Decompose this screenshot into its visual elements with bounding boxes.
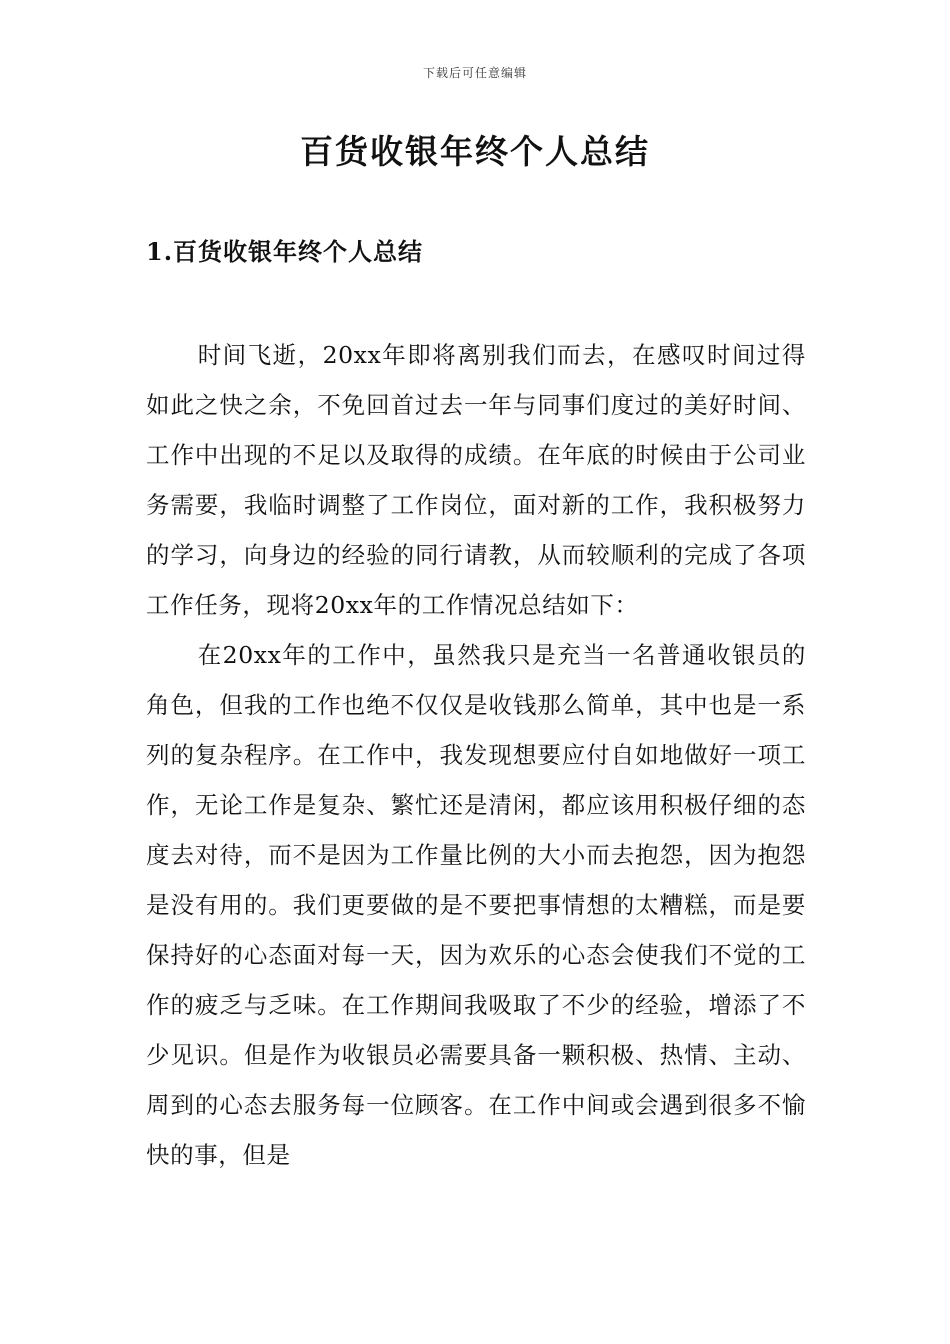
header-note: 下载后可任意编辑 xyxy=(422,66,527,80)
paragraph: 时间飞逝，20xx年即将离别我们而去，在感叹时间过得如此之快之余，不免回首过去一年与同事们度过的美好时间、工作中出现的不足以及取得的成绩。在年底的时候由于公司业务需要，我临时调整了工作岗位，面对新的工作，我积极努力的学习，向身边的经验的同行请教，从而较顺利的完成了各项工作任务，现将20xx年的工作情况总结如下： xyxy=(146,341,806,619)
document-body xyxy=(146,330,806,1180)
paragraph: 在20xx年的工作中，虽然我只是充当一名普通收银员的角色，但我的工作也绝不仅仅是收钱那么简单，其中也是一系列的复杂程序。在工作中，我发现想要应付自如地做好一项工作，无论工作是复杂、繁忙还是清闲，都应该用积极仔细的态度去对待，而不是因为工作量比例的大小而去抱怨，因为抱怨是没有用的。我们更要做的是不要把事情想的太糟糕，而是要保持好的心态面对每一天，因为欢乐的心态会使我们不觉的工作的疲乏与乏味。在工作期间我吸取了不少的经验，增添了不少见识。但是作为收银员必需要具备一颗积极、热情、主动、周到的心态去服务每一位顾客。在工作中间或会遇到很多不愉快的事，但是 xyxy=(146,641,806,1169)
document-title: 百货收银年终个人总结 xyxy=(300,132,650,171)
section-heading: 1.百货收银年终个人总结 xyxy=(146,237,424,266)
